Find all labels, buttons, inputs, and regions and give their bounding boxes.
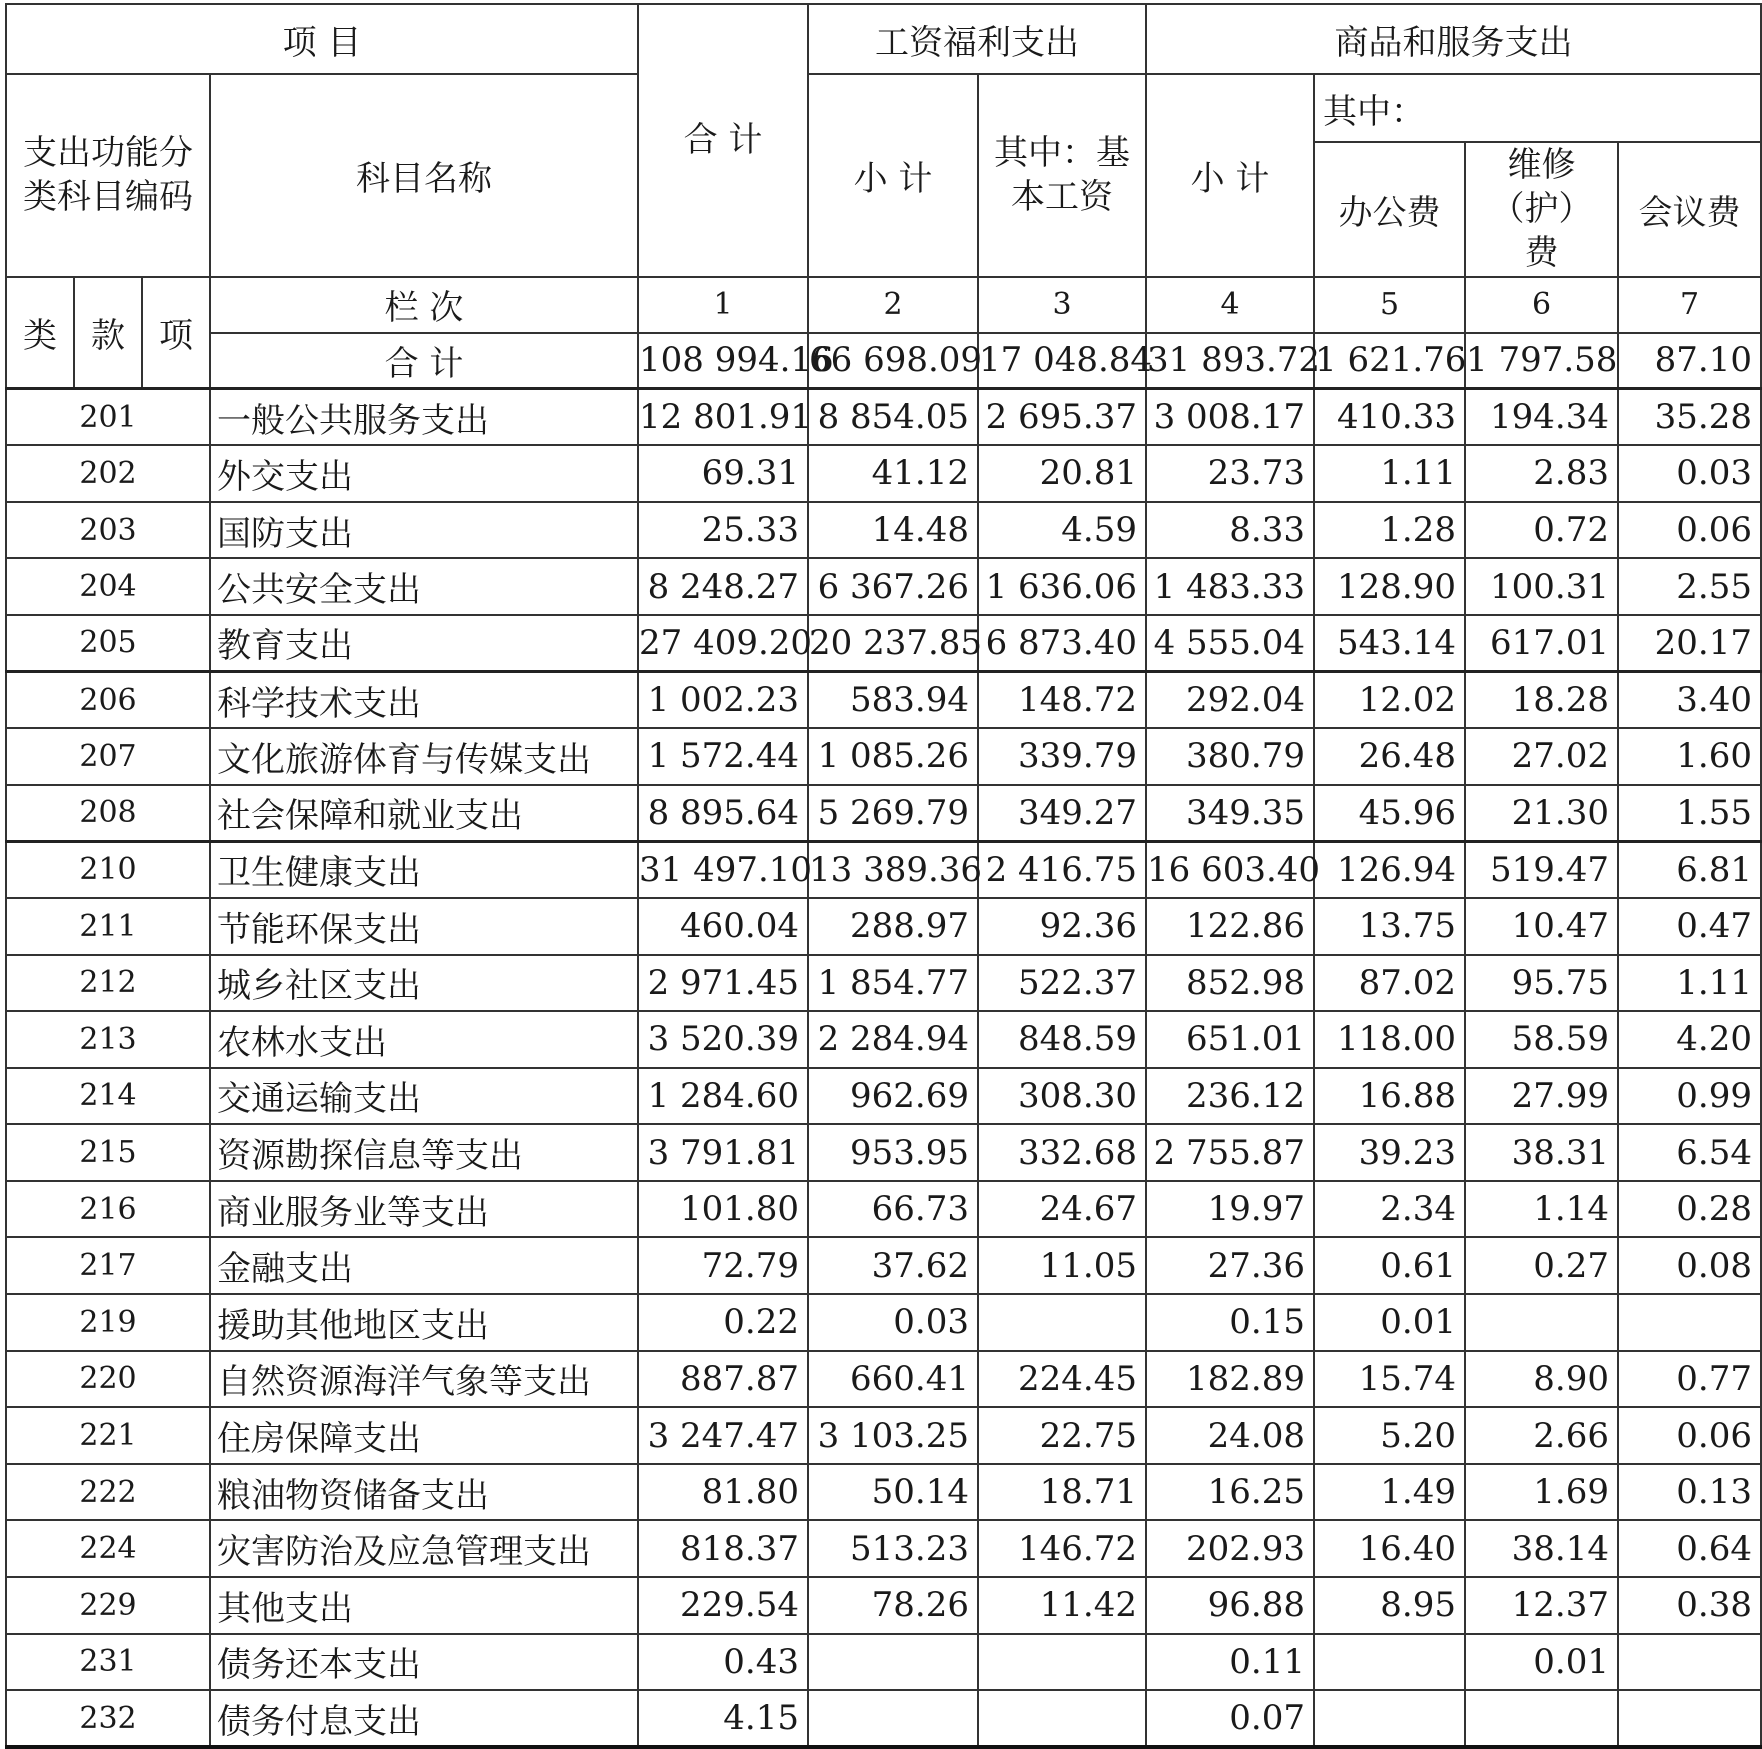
total-value: 1 797.58 [1465, 333, 1618, 389]
row-value-col-5: 410.33 [1314, 389, 1465, 446]
row-value-col-1: 460.04 [638, 898, 808, 955]
row-code: 232 [6, 1690, 210, 1747]
row-value-col-4: 202.93 [1146, 1520, 1314, 1577]
row-value-col-4: 19.97 [1146, 1181, 1314, 1238]
row-value-col-6: 2.66 [1465, 1407, 1618, 1464]
row-value-col-6: 2.83 [1465, 445, 1618, 502]
row-value-col-7: 0.38 [1618, 1577, 1761, 1634]
table-row [6, 1181, 1761, 1238]
row-code: 229 [6, 1577, 210, 1634]
row-value-col-2: 50.14 [808, 1464, 978, 1521]
row-name: 援助其他地区支出 [210, 1294, 638, 1351]
total-value: 31 893.72 [1146, 333, 1314, 389]
row-code: 219 [6, 1294, 210, 1351]
row-value-col-2: 6 367.26 [808, 558, 978, 615]
table-row [6, 445, 1761, 502]
table-row [6, 1407, 1761, 1464]
row-value-col-4: 651.01 [1146, 1011, 1314, 1068]
row-value-col-6: 519.47 [1465, 841, 1618, 898]
total-value: 1 621.76 [1314, 333, 1465, 389]
table-row [6, 728, 1761, 785]
row-code: 204 [6, 558, 210, 615]
row-value-col-4: 349.35 [1146, 785, 1314, 842]
row-value-col-7 [1618, 1294, 1761, 1351]
row-name: 住房保障支出 [210, 1407, 638, 1464]
row-value-col-2: 3 103.25 [808, 1407, 978, 1464]
header-item-level: 项 [142, 277, 210, 389]
row-code: 210 [6, 841, 210, 898]
header-repair: 维修（护）费 [1465, 142, 1618, 277]
data-rows [6, 389, 1761, 1747]
row-code: 203 [6, 502, 210, 559]
row-value-col-4: 2 755.87 [1146, 1124, 1314, 1181]
row-value-col-2: 41.12 [808, 445, 978, 502]
row-value-col-5 [1314, 1690, 1465, 1747]
row-value-col-6: 194.34 [1465, 389, 1618, 446]
row-name: 农林水支出 [210, 1011, 638, 1068]
row-code: 224 [6, 1520, 210, 1577]
row-value-col-4: 3 008.17 [1146, 389, 1314, 446]
row-value-col-6: 12.37 [1465, 1577, 1618, 1634]
row-value-col-5: 2.34 [1314, 1181, 1465, 1238]
row-value-col-5: 16.88 [1314, 1068, 1465, 1125]
row-value-col-5: 1.28 [1314, 502, 1465, 559]
row-value-col-2 [808, 1634, 978, 1691]
row-value-col-3: 148.72 [978, 672, 1146, 729]
row-value-col-2: 2 284.94 [808, 1011, 978, 1068]
table-row [6, 615, 1761, 672]
row-value-col-4: 24.08 [1146, 1407, 1314, 1464]
table-row [6, 1068, 1761, 1125]
row-code: 216 [6, 1181, 210, 1238]
row-value-col-1: 31 497.10 [638, 841, 808, 898]
table-row [6, 502, 1761, 559]
row-value-col-7: 0.03 [1618, 445, 1761, 502]
table-row [6, 1237, 1761, 1294]
row-value-col-5: 118.00 [1314, 1011, 1465, 1068]
row-code: 206 [6, 672, 210, 729]
row-value-col-3: 92.36 [978, 898, 1146, 955]
row-value-col-3 [978, 1690, 1146, 1747]
row-value-col-1: 0.22 [638, 1294, 808, 1351]
row-value-col-5: 45.96 [1314, 785, 1465, 842]
row-value-col-7 [1618, 1634, 1761, 1691]
row-value-col-3: 18.71 [978, 1464, 1146, 1521]
row-value-col-5: 543.14 [1314, 615, 1465, 672]
row-value-col-3: 848.59 [978, 1011, 1146, 1068]
row-value-col-5: 16.40 [1314, 1520, 1465, 1577]
row-value-col-6: 10.47 [1465, 898, 1618, 955]
row-name: 粮油物资储备支出 [210, 1464, 638, 1521]
row-value-col-1: 4.15 [638, 1690, 808, 1747]
row-value-col-4: 122.86 [1146, 898, 1314, 955]
table-row [6, 955, 1761, 1012]
row-value-col-7: 20.17 [1618, 615, 1761, 672]
row-value-col-6: 18.28 [1465, 672, 1618, 729]
header-wage-subtotal: 小 计 [808, 74, 978, 277]
table-row [6, 1520, 1761, 1577]
row-value-col-1: 229.54 [638, 1577, 808, 1634]
row-value-col-5: 1.11 [1314, 445, 1465, 502]
row-value-col-5: 126.94 [1314, 841, 1465, 898]
row-value-col-3: 2 695.37 [978, 389, 1146, 446]
row-value-col-2: 37.62 [808, 1237, 978, 1294]
col-num-4: 4 [1146, 277, 1314, 333]
row-value-col-4: 0.11 [1146, 1634, 1314, 1691]
row-value-col-5: 1.49 [1314, 1464, 1465, 1521]
header-wage-group: 工资福利支出 [808, 4, 1146, 74]
row-value-col-5: 0.01 [1314, 1294, 1465, 1351]
header-goods-group: 商品和服务支出 [1146, 4, 1761, 74]
row-value-col-6: 27.99 [1465, 1068, 1618, 1125]
row-name: 自然资源海洋气象等支出 [210, 1351, 638, 1408]
row-name: 节能环保支出 [210, 898, 638, 955]
row-name: 商业服务业等支出 [210, 1181, 638, 1238]
row-value-col-5: 15.74 [1314, 1351, 1465, 1408]
col-num-2: 2 [808, 277, 978, 333]
row-value-col-2: 14.48 [808, 502, 978, 559]
row-value-col-3: 4.59 [978, 502, 1146, 559]
row-code: 221 [6, 1407, 210, 1464]
row-value-col-7: 0.77 [1618, 1351, 1761, 1408]
row-value-col-1: 3 247.47 [638, 1407, 808, 1464]
table-row [6, 1124, 1761, 1181]
row-value-col-2: 0.03 [808, 1294, 978, 1351]
row-name: 国防支出 [210, 502, 638, 559]
row-value-col-3 [978, 1634, 1146, 1691]
total-value: 17 048.84 [978, 333, 1146, 389]
row-value-col-6 [1465, 1690, 1618, 1747]
table-row [6, 1690, 1761, 1747]
row-value-col-1: 1 284.60 [638, 1068, 808, 1125]
row-value-col-5: 12.02 [1314, 672, 1465, 729]
row-value-col-4: 852.98 [1146, 955, 1314, 1012]
row-value-col-7 [1618, 1690, 1761, 1747]
table-row [6, 1577, 1761, 1634]
row-value-col-5: 8.95 [1314, 1577, 1465, 1634]
row-value-col-3: 24.67 [978, 1181, 1146, 1238]
row-name: 文化旅游体育与传媒支出 [210, 728, 638, 785]
row-value-col-6: 1.14 [1465, 1181, 1618, 1238]
row-value-col-5: 87.02 [1314, 955, 1465, 1012]
row-name: 资源勘探信息等支出 [210, 1124, 638, 1181]
row-value-col-4: 0.15 [1146, 1294, 1314, 1351]
table-row [6, 841, 1761, 898]
row-value-col-3: 11.42 [978, 1577, 1146, 1634]
row-value-col-1: 1 002.23 [638, 672, 808, 729]
row-value-col-5: 5.20 [1314, 1407, 1465, 1464]
row-value-col-5 [1314, 1634, 1465, 1691]
table-row [6, 558, 1761, 615]
row-value-col-1: 3 520.39 [638, 1011, 808, 1068]
row-value-col-3: 308.30 [978, 1068, 1146, 1125]
header-column-no: 栏 次 [210, 277, 638, 333]
row-value-col-4: 27.36 [1146, 1237, 1314, 1294]
row-value-col-6: 617.01 [1465, 615, 1618, 672]
row-name: 城乡社区支出 [210, 955, 638, 1012]
row-name: 公共安全支出 [210, 558, 638, 615]
col-num-5: 5 [1314, 277, 1465, 333]
row-value-col-5: 26.48 [1314, 728, 1465, 785]
row-value-col-6: 0.72 [1465, 502, 1618, 559]
table-row [6, 389, 1761, 446]
row-value-col-7: 35.28 [1618, 389, 1761, 446]
row-value-col-1: 3 791.81 [638, 1124, 808, 1181]
row-value-col-5: 0.61 [1314, 1237, 1465, 1294]
row-value-col-3: 20.81 [978, 445, 1146, 502]
row-value-col-5: 39.23 [1314, 1124, 1465, 1181]
row-code: 213 [6, 1011, 210, 1068]
row-value-col-1: 2 971.45 [638, 955, 808, 1012]
row-value-col-7: 0.47 [1618, 898, 1761, 955]
row-value-col-5: 128.90 [1314, 558, 1465, 615]
row-value-col-1: 887.87 [638, 1351, 808, 1408]
header-meeting: 会议费 [1618, 142, 1761, 277]
row-name: 一般公共服务支出 [210, 389, 638, 446]
row-name: 外交支出 [210, 445, 638, 502]
row-value-col-2: 660.41 [808, 1351, 978, 1408]
table-row [6, 672, 1761, 729]
row-value-col-1: 8 248.27 [638, 558, 808, 615]
row-value-col-7: 1.11 [1618, 955, 1761, 1012]
row-value-col-3: 6 873.40 [978, 615, 1146, 672]
row-value-col-1: 25.33 [638, 502, 808, 559]
row-value-col-1: 101.80 [638, 1181, 808, 1238]
header-code-label: 支出功能分类科目编码 [6, 74, 210, 277]
row-value-col-6: 21.30 [1465, 785, 1618, 842]
row-value-col-6: 27.02 [1465, 728, 1618, 785]
row-value-col-7: 0.13 [1618, 1464, 1761, 1521]
table-row [6, 1464, 1761, 1521]
row-value-col-3: 22.75 [978, 1407, 1146, 1464]
row-value-col-6: 38.14 [1465, 1520, 1618, 1577]
row-value-col-2: 953.95 [808, 1124, 978, 1181]
row-code: 205 [6, 615, 210, 672]
row-code: 231 [6, 1634, 210, 1691]
row-name: 教育支出 [210, 615, 638, 672]
table-row [6, 898, 1761, 955]
row-value-col-3 [978, 1294, 1146, 1351]
row-code: 202 [6, 445, 210, 502]
row-value-col-6: 38.31 [1465, 1124, 1618, 1181]
header-goods-subtotal: 小 计 [1146, 74, 1314, 277]
row-value-col-7: 1.60 [1618, 728, 1761, 785]
row-code: 207 [6, 728, 210, 785]
row-value-col-4: 16 603.40 [1146, 841, 1314, 898]
row-value-col-4: 96.88 [1146, 1577, 1314, 1634]
row-value-col-7: 1.55 [1618, 785, 1761, 842]
row-value-col-2: 583.94 [808, 672, 978, 729]
row-value-col-6: 95.75 [1465, 955, 1618, 1012]
total-value: 108 994.16 [638, 333, 808, 389]
row-value-col-2: 78.26 [808, 1577, 978, 1634]
row-value-col-7: 3.40 [1618, 672, 1761, 729]
row-value-col-4: 0.07 [1146, 1690, 1314, 1747]
row-code: 222 [6, 1464, 210, 1521]
row-code: 211 [6, 898, 210, 955]
row-value-col-1: 27 409.20 [638, 615, 808, 672]
table-row [6, 785, 1761, 842]
total-value: 87.10 [1618, 333, 1761, 389]
row-value-col-3: 11.05 [978, 1237, 1146, 1294]
row-name: 债务还本支出 [210, 1634, 638, 1691]
table-row [6, 1294, 1761, 1351]
row-value-col-1: 818.37 [638, 1520, 808, 1577]
row-value-col-4: 8.33 [1146, 502, 1314, 559]
col-num-3: 3 [978, 277, 1146, 333]
row-value-col-7: 0.28 [1618, 1181, 1761, 1238]
row-value-col-3: 2 416.75 [978, 841, 1146, 898]
header-item: 项 目 [6, 4, 638, 74]
row-name: 科学技术支出 [210, 672, 638, 729]
row-value-col-7: 2.55 [1618, 558, 1761, 615]
row-value-col-2: 513.23 [808, 1520, 978, 1577]
header-class: 类 [6, 277, 74, 389]
row-name: 金融支出 [210, 1237, 638, 1294]
row-value-col-3: 332.68 [978, 1124, 1146, 1181]
row-value-col-6 [1465, 1294, 1618, 1351]
row-name: 卫生健康支出 [210, 841, 638, 898]
row-code: 217 [6, 1237, 210, 1294]
row-value-col-1: 0.43 [638, 1634, 808, 1691]
row-name: 灾害防治及应急管理支出 [210, 1520, 638, 1577]
row-code: 214 [6, 1068, 210, 1125]
row-name: 社会保障和就业支出 [210, 785, 638, 842]
header-of-which: 其中： [1314, 74, 1761, 142]
row-value-col-7: 0.99 [1618, 1068, 1761, 1125]
row-value-col-2: 8 854.05 [808, 389, 978, 446]
row-value-col-6: 0.27 [1465, 1237, 1618, 1294]
table-row [6, 1351, 1761, 1408]
row-code: 208 [6, 785, 210, 842]
row-code: 212 [6, 955, 210, 1012]
col-num-7: 7 [1618, 277, 1761, 333]
row-value-col-2: 1 085.26 [808, 728, 978, 785]
row-value-col-2: 962.69 [808, 1068, 978, 1125]
row-value-col-1: 8 895.64 [638, 785, 808, 842]
col-num-1: 1 [638, 277, 808, 333]
row-value-col-3: 224.45 [978, 1351, 1146, 1408]
row-value-col-1: 1 572.44 [638, 728, 808, 785]
row-value-col-4: 236.12 [1146, 1068, 1314, 1125]
row-code: 215 [6, 1124, 210, 1181]
row-value-col-6: 100.31 [1465, 558, 1618, 615]
row-value-col-6: 1.69 [1465, 1464, 1618, 1521]
row-name: 其他支出 [210, 1577, 638, 1634]
header-total: 合 计 [638, 4, 808, 277]
row-value-col-4: 16.25 [1146, 1464, 1314, 1521]
row-value-col-6: 8.90 [1465, 1351, 1618, 1408]
row-value-col-1: 69.31 [638, 445, 808, 502]
row-value-col-2: 288.97 [808, 898, 978, 955]
header-basic-wage: 其中：基本工资 [978, 74, 1146, 277]
row-value-col-4: 292.04 [1146, 672, 1314, 729]
header-office: 办公费 [1314, 142, 1465, 277]
row-value-col-1: 81.80 [638, 1464, 808, 1521]
row-value-col-7: 6.54 [1618, 1124, 1761, 1181]
table-row [6, 1634, 1761, 1691]
row-value-col-4: 1 483.33 [1146, 558, 1314, 615]
expenditure-table [5, 3, 1762, 1749]
row-value-col-7: 6.81 [1618, 841, 1761, 898]
header-name-label: 科目名称 [210, 74, 638, 277]
row-value-col-4: 23.73 [1146, 445, 1314, 502]
row-value-col-2 [808, 1690, 978, 1747]
table-row [6, 1011, 1761, 1068]
row-value-col-3: 349.27 [978, 785, 1146, 842]
row-name: 交通运输支出 [210, 1068, 638, 1125]
row-name: 债务付息支出 [210, 1690, 638, 1747]
col-num-6: 6 [1465, 277, 1618, 333]
row-value-col-4: 4 555.04 [1146, 615, 1314, 672]
row-value-col-7: 4.20 [1618, 1011, 1761, 1068]
row-code: 220 [6, 1351, 210, 1408]
row-value-col-2: 5 269.79 [808, 785, 978, 842]
total-value: 66 698.09 [808, 333, 978, 389]
row-value-col-3: 146.72 [978, 1520, 1146, 1577]
total-row-label: 合 计 [210, 333, 638, 389]
row-value-col-6: 58.59 [1465, 1011, 1618, 1068]
row-value-col-2: 20 237.85 [808, 615, 978, 672]
row-value-col-7: 0.08 [1618, 1237, 1761, 1294]
row-value-col-3: 339.79 [978, 728, 1146, 785]
row-value-col-4: 182.89 [1146, 1351, 1314, 1408]
header-section: 款 [74, 277, 142, 389]
row-value-col-1: 12 801.91 [638, 389, 808, 446]
row-value-col-6: 0.01 [1465, 1634, 1618, 1691]
row-value-col-4: 380.79 [1146, 728, 1314, 785]
row-value-col-2: 1 854.77 [808, 955, 978, 1012]
row-value-col-7: 0.06 [1618, 502, 1761, 559]
row-code: 201 [6, 389, 210, 446]
row-value-col-1: 72.79 [638, 1237, 808, 1294]
row-value-col-3: 522.37 [978, 955, 1146, 1012]
row-value-col-7: 0.06 [1618, 1407, 1761, 1464]
row-value-col-5: 13.75 [1314, 898, 1465, 955]
row-value-col-7: 0.64 [1618, 1520, 1761, 1577]
row-value-col-3: 1 636.06 [978, 558, 1146, 615]
row-value-col-2: 66.73 [808, 1181, 978, 1238]
row-value-col-2: 13 389.36 [808, 841, 978, 898]
